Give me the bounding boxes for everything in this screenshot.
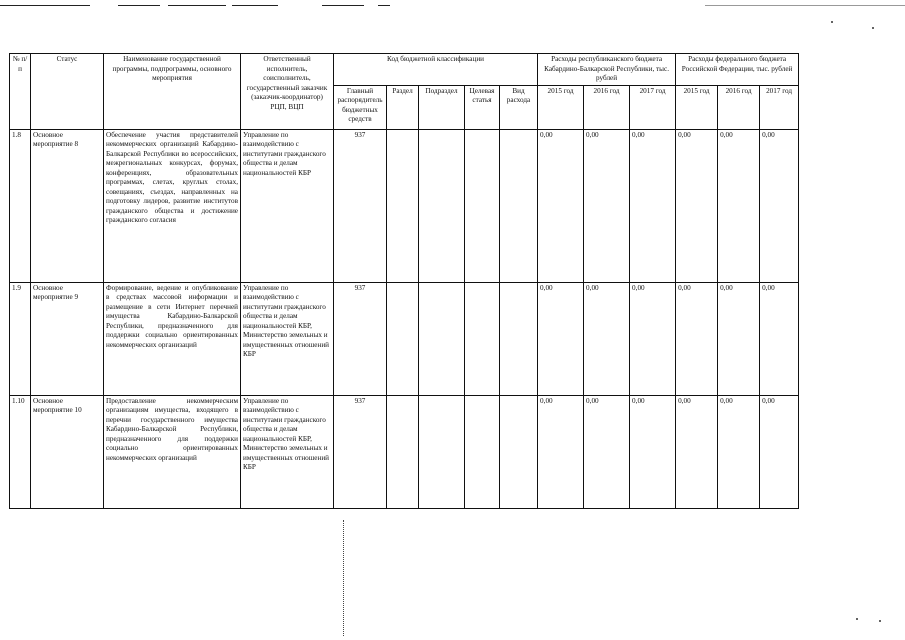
scan-artifact-line	[705, 5, 905, 6]
header-rep-2015: 2015 год	[538, 85, 584, 129]
row-status: Основное мероприятие 8	[31, 129, 104, 282]
row-rep-2016: 0,00	[584, 395, 630, 508]
row-status: Основное мероприятие 9	[31, 282, 104, 395]
scan-speck	[879, 620, 881, 622]
scan-artifact-line	[0, 5, 90, 6]
header-budget-code: Код бюджетной классификации	[334, 54, 538, 86]
header-exp-type: Вид расхода	[500, 85, 538, 129]
header-main-manager: Главный распорядитель бюджетных средств	[334, 85, 387, 129]
row-num: 1.10	[10, 395, 31, 508]
header-fed-2016: 2016 год	[718, 85, 760, 129]
row-name: Формирование, ведение и опубликование в средствах массовой информации и размещение в сети Интернет перечней имущества Кабардино-Балкарской Республики, предназначенного для поддержки социально ориентированных некоммерческих организаций	[104, 282, 241, 395]
row-fed-2016: 0,00	[718, 129, 760, 282]
row-manager: 937	[334, 129, 387, 282]
scan-artifact-line	[168, 5, 226, 6]
scan-speck	[856, 618, 858, 620]
row-num: 1.8	[10, 129, 31, 282]
row-status: Основное мероприятие 10	[31, 395, 104, 508]
header-fed-expenses: Расходы федерального бюджета Российской Федерации, тыс. рублей	[676, 54, 799, 86]
row-fed-2017: 0,00	[760, 395, 799, 508]
row-name: Предоставление некоммерческим организациям имущества, входящего в перечни государственного имущества Кабардино-Балкарской Республики, предназначенного для поддержки социально ориентированных некоммерческих организаций	[104, 395, 241, 508]
header-rep-expenses: Расходы республиканского бюджета Кабардино-Балкарской Республики, тыс. рублей	[538, 54, 676, 86]
row-manager: 937	[334, 282, 387, 395]
header-num: № п/п	[10, 54, 31, 130]
header-executor: Ответственный исполнитель, соисполнитель, государственный заказчик (заказчик-координатор) РЦП, ВЦП	[241, 54, 334, 130]
row-fed-2015: 0,00	[676, 282, 718, 395]
row-rep-2016: 0,00	[584, 129, 630, 282]
row-rep-2015: 0,00	[538, 395, 584, 508]
row-exp-type	[500, 129, 538, 282]
header-subsection: Подраздел	[419, 85, 465, 129]
scan-artifact-line	[378, 5, 390, 6]
row-executor: Управление по взаимодействию с институтами гражданского общества и делам национальностей КБР, Министерство земельных и имущественных отношений КБР	[241, 282, 334, 395]
header-rep-2016: 2016 год	[584, 85, 630, 129]
row-name: Обеспечение участия представителей некоммерческих организаций Кабардино-Балкарской Республики во всероссийских, межрегиональных конкурсах, форумах, конференциях, образовательных программах, слетах, круглых столах, совещаниях, съездах, направленных на подготовку лидеров, развитие институтов гражданского общества и достижение гражданского согласия	[104, 129, 241, 282]
row-section	[387, 129, 419, 282]
row-manager: 937	[334, 395, 387, 508]
header-section: Раздел	[387, 85, 419, 129]
row-subsection	[419, 395, 465, 508]
scan-artifact-line	[322, 5, 364, 6]
row-fed-2017: 0,00	[760, 282, 799, 395]
row-fed-2017: 0,00	[760, 129, 799, 282]
header-row	[10, 54, 799, 86]
row-target	[465, 282, 500, 395]
row-subsection	[419, 282, 465, 395]
row-fed-2016: 0,00	[718, 282, 760, 395]
row-fed-2016: 0,00	[718, 395, 760, 508]
row-target	[465, 395, 500, 508]
row-exp-type	[500, 395, 538, 508]
budget-table	[9, 53, 799, 509]
row-rep-2017: 0,00	[630, 395, 676, 508]
row-rep-2017: 0,00	[630, 129, 676, 282]
row-section	[387, 282, 419, 395]
row-executor: Управление по взаимодействию с институтами гражданского общества и делам национальностей КБР	[241, 129, 334, 282]
table-row	[10, 395, 799, 508]
table-row	[10, 129, 799, 282]
row-executor: Управление по взаимодействию с институтами гражданского общества и делам национальностей КБР, Министерство земельных и имущественных отношений КБР	[241, 395, 334, 508]
table-row	[10, 282, 799, 395]
row-rep-2017: 0,00	[630, 282, 676, 395]
row-exp-type	[500, 282, 538, 395]
header-target: Целевая статья	[465, 85, 500, 129]
row-rep-2016: 0,00	[584, 282, 630, 395]
scan-artifact-line	[118, 5, 160, 6]
scan-artifact-line	[232, 5, 278, 6]
header-name: Наименование государственной программы, подпрограммы, основного мероприятия	[104, 54, 241, 130]
scan-artifact-dotted-line	[343, 520, 345, 636]
scan-speck	[872, 27, 874, 29]
row-subsection	[419, 129, 465, 282]
row-fed-2015: 0,00	[676, 395, 718, 508]
header-fed-2017: 2017 год	[760, 85, 799, 129]
row-rep-2015: 0,00	[538, 282, 584, 395]
row-target	[465, 129, 500, 282]
header-fed-2015: 2015 год	[676, 85, 718, 129]
row-section	[387, 395, 419, 508]
header-rep-2017: 2017 год	[630, 85, 676, 129]
header-status: Статус	[31, 54, 104, 130]
row-num: 1.9	[10, 282, 31, 395]
scan-speck	[831, 21, 833, 23]
row-rep-2015: 0,00	[538, 129, 584, 282]
row-fed-2015: 0,00	[676, 129, 718, 282]
